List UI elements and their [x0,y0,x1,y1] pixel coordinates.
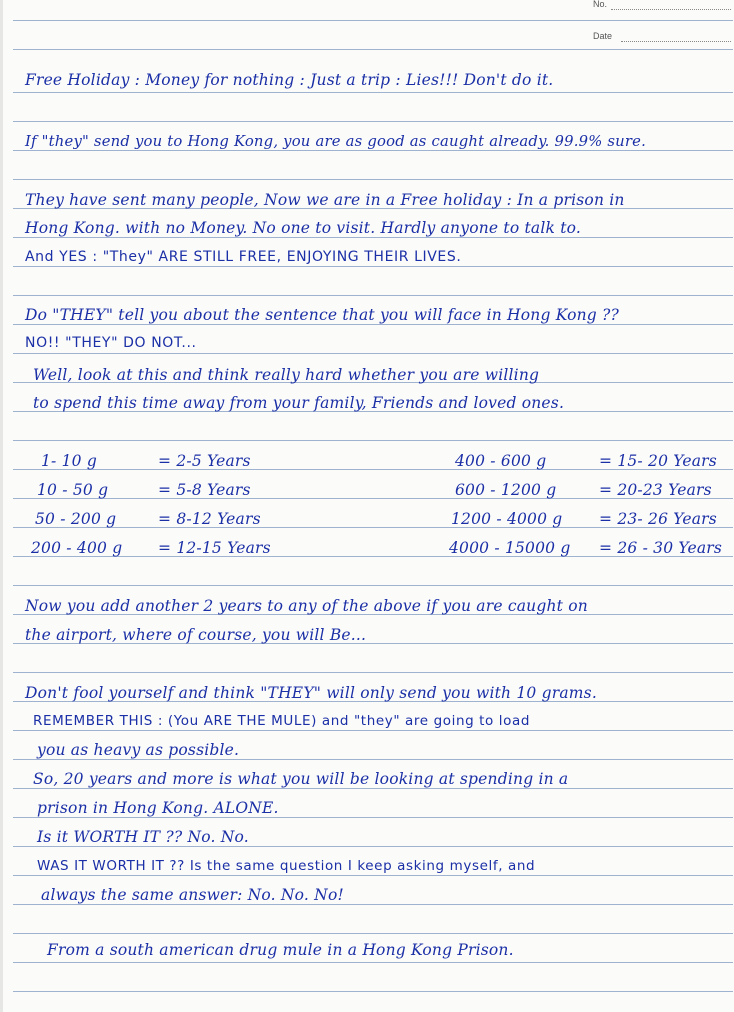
handwritten-line: WAS IT WORTH IT ?? Is the same question I keep asking myself, and [37,858,536,874]
ruled-line [13,962,733,963]
table-term: = 5-8 Years [158,481,251,499]
header-date-field [593,31,612,41]
handwritten-line: They have sent many people, Now we are in a Free holiday : In a prison in [25,191,625,209]
table-weight: 50 - 200 g [35,510,117,528]
ruled-line [13,440,733,441]
handwritten-line: So, 20 years and more is what you will be looking at spending in a [33,770,569,788]
table-term: = 26 - 30 Years [599,539,723,557]
table-term: = 20-23 Years [599,481,712,499]
ruled-line [13,179,733,180]
ruled-line [13,49,733,50]
header-no-label: No. [593,0,608,9]
ruled-line [13,92,733,93]
handwritten-line: And YES : "They" ARE STILL FREE, ENJOYING THEIR LIVES. [25,249,462,265]
table-weight: 400 - 600 g [455,452,547,470]
table-weight: 200 - 400 g [31,539,123,557]
handwritten-line: to spend this time away from your family, Friends and loved ones. [33,394,565,412]
handwritten-line: If "they" send you to Hong Kong, you are as good as caught already. 99.9% sure. [25,133,647,150]
table-weight: 1- 10 g [41,452,97,470]
ruled-line [13,295,733,296]
handwritten-line: NO!! "THEY" DO NOT... [25,335,197,351]
table-weight: 1200 - 4000 g [451,510,563,528]
signature-line: From a south american drug mule in a Hong Kong Prison. [47,941,514,959]
handwritten-line: you as heavy as possible. [37,741,240,759]
ruled-line [13,585,733,586]
header-date-line [621,41,731,42]
table-weight: 600 - 1200 g [455,481,557,499]
table-weight: 4000 - 15000 g [449,539,571,557]
table-term: = 15- 20 Years [599,452,717,470]
ruled-line [13,991,733,992]
handwritten-line: the airport, where of course, you will Be... [25,626,367,644]
handwritten-line: Well, look at this and think really hard whether you are willing [33,366,540,384]
handwritten-line: REMEMBER THIS : (You ARE THE MULE) and "they" are going to load [33,713,531,729]
table-term: = 23- 26 Years [599,510,717,528]
header-date-label: Date [593,31,613,41]
header-no-field [593,0,607,9]
ruled-line [13,121,733,122]
handwritten-line: Hong Kong. with no Money. No one to visit. Hardly anyone to talk to. [25,219,582,237]
ruled-line [13,353,733,354]
table-term: = 2-5 Years [158,452,251,470]
table-weight: 10 - 50 g [37,481,109,499]
handwritten-line: prison in Hong Kong. ALONE. [37,799,279,817]
handwritten-line: always the same answer: No. No. No! [41,886,344,904]
handwritten-line: Do "THEY" tell you about the sentence that you will face in Hong Kong ?? [25,306,620,324]
handwritten-line: Free Holiday : Money for nothing : Just a trip : Lies!!! Don't do it. [25,71,554,89]
ruled-line [13,672,733,673]
table-term: = 12-15 Years [158,539,271,557]
table-term: = 8-12 Years [158,510,261,528]
header-no-line [611,9,731,10]
handwritten-line: Is it WORTH IT ?? No. No. [37,828,249,846]
ruled-line [13,933,733,934]
ruled-line [13,20,733,21]
handwritten-line: Don't fool yourself and think "THEY" will only send you with 10 grams. [25,684,597,702]
handwritten-line: Now you add another 2 years to any of the above if you are caught on [25,597,588,615]
